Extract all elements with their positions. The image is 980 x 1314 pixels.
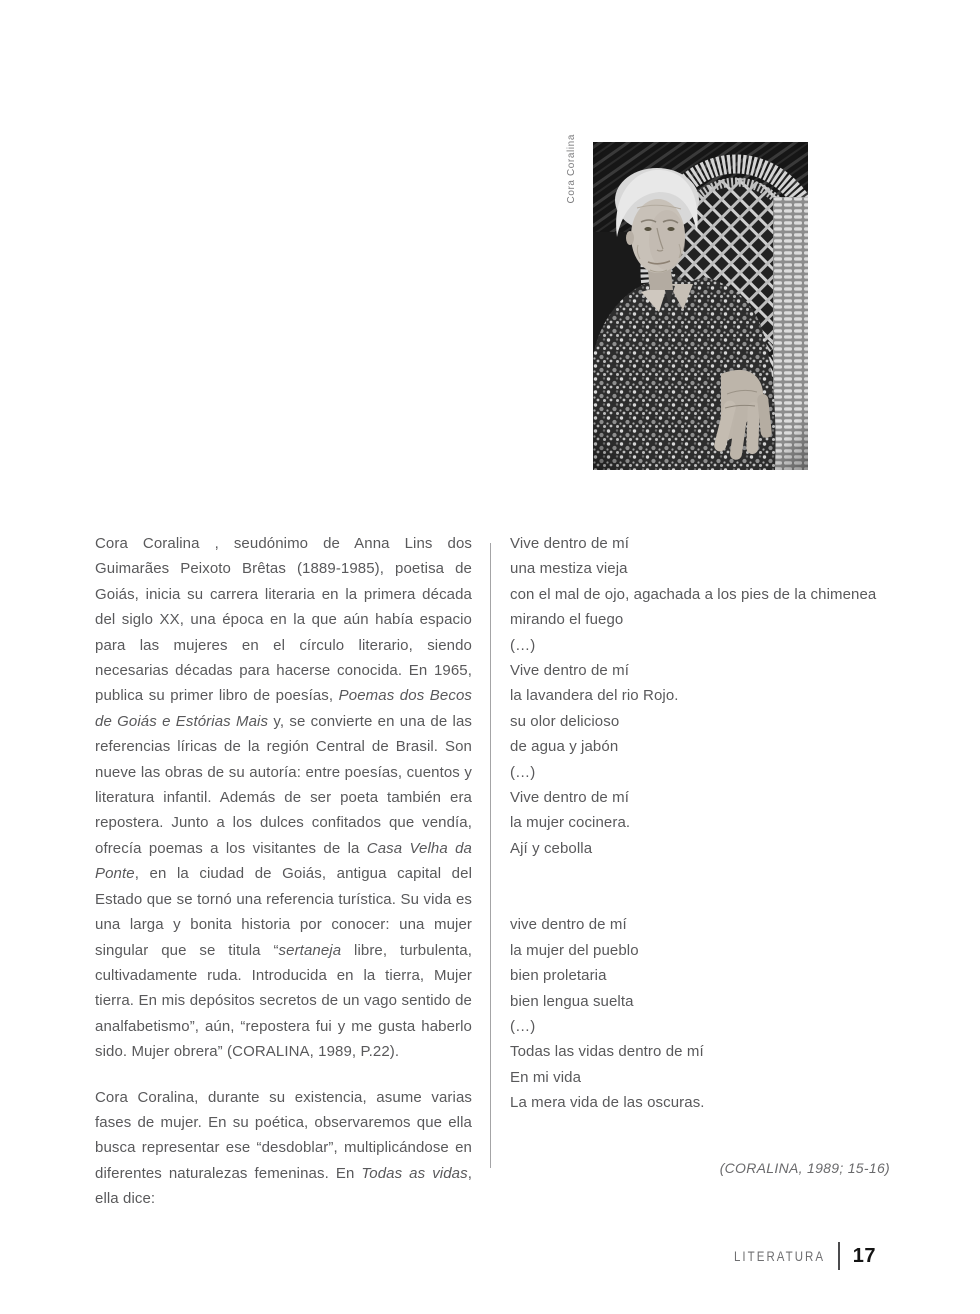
poem-line: (…) [510, 1017, 536, 1035]
poem-line: Vive dentro de mí [510, 535, 629, 552]
italic-title-text: sertaneja [278, 941, 342, 959]
poem-line: la mujer cocinera. [510, 814, 631, 832]
italic-title-text: Casa Velha da Ponte [95, 839, 472, 883]
poem-citation: (CORALINA, 1989; 15-16) [719, 1159, 890, 1176]
poem-line: bien lengua suelta [510, 992, 634, 1010]
article-paragraph-1 [95, 531, 472, 1065]
poem-line: Todas las vidas dentro de mí [510, 1043, 704, 1061]
cora-coralina-photo [593, 142, 808, 470]
poem-line: la lavandera del rio Rojo. [510, 687, 679, 705]
body-text: , ella dice: [95, 1164, 472, 1208]
poem-line: mirando el fuego [510, 611, 624, 629]
italic-title-text: Todas as vidas [361, 1164, 468, 1182]
poem-line: (…) [510, 636, 536, 654]
poem-line: bien proletaria [510, 967, 607, 985]
body-text: , en la ciudad de Goiás, antigua capital del Estado que se tornó una referencia turística. Su vida es una larga y bonita historia por conocer: una mujer singular que se titula “ [95, 865, 472, 959]
footer-separator [838, 1242, 840, 1270]
poem-stanza-1 [510, 531, 890, 861]
body-text: Cora Coralina, durante su existencia, asume varias fases de mujer. En su poética, observaremos que ella busca representar ese “desdoblar”, multiplicándose en diferentes naturalezas femeninas. En [95, 1088, 472, 1182]
poem-line: una mestiza vieja [510, 560, 628, 578]
article-left-column [95, 531, 472, 1212]
italic-title-text: Poemas dos Becos de Goiás e Estórias Mais [95, 687, 472, 730]
poem-stanza-2 [510, 912, 890, 1115]
section-label: LITERATURA [733, 1248, 825, 1264]
poem-line: La mera vida de las oscuras. [510, 1094, 705, 1112]
column-divider [490, 543, 491, 1168]
poem-line: Ají y cebolla [510, 839, 593, 857]
poem-column [510, 531, 890, 1181]
poem-line: (…) [510, 763, 536, 781]
poem-line: Vive dentro de mí [510, 662, 629, 680]
poem-line: vive dentro de mí [510, 916, 627, 934]
photo-credit-vertical [566, 134, 577, 209]
page-number: 17 [852, 1244, 876, 1267]
poem-line: de agua y jabón [510, 738, 619, 756]
poem-line: Vive dentro de mí [510, 789, 629, 807]
body-text: Cora Coralina , seudónimo de Anna Lins dos Guimarães Peixoto Brêtas (1889-1985), poetisa de Goiás, inicia su carrera literaria en la primera década del siglo XX, una época en la que aún había espacio para las mujeres en el círculo literario, siendo necesarias décadas para hacerse conocida. En 1965, publica su primer libro de poesías, [95, 535, 472, 705]
poem-line: con el mal de ojo, agachada a los pies de la chimenea [510, 585, 877, 603]
body-text: libre, turbulenta, cultivadamente ruda. Introducida en la tierra, Mujer tierra. En mis depósitos secretos de un vago sentido de analfabetismo”, aún, “repostera fui y me gusta haberlo sido. Mujer obrera” (CORALINA, 1989, P.22). [95, 941, 472, 1061]
photo-credit-text: Cora Coralina [566, 134, 577, 204]
article-paragraph-2 [95, 1085, 472, 1212]
page-footer [714, 1240, 876, 1272]
portrait-photo-graphic [593, 142, 808, 470]
poem-line: la mujer del pueblo [510, 941, 639, 959]
body-text: y, se convierte en una de las referencias líricas de la región Central de Brasil. Son nueve las obras de su autoría: entre poesías, cuentos y literatura infantil. Además de ser poeta también era repostera. Junto a los dulces confitados que vendía, ofrecía poemas a los visitantes de la [95, 712, 472, 857]
poem-line: En mi vida [510, 1068, 582, 1086]
poem-line: su olor delicioso [510, 712, 620, 730]
